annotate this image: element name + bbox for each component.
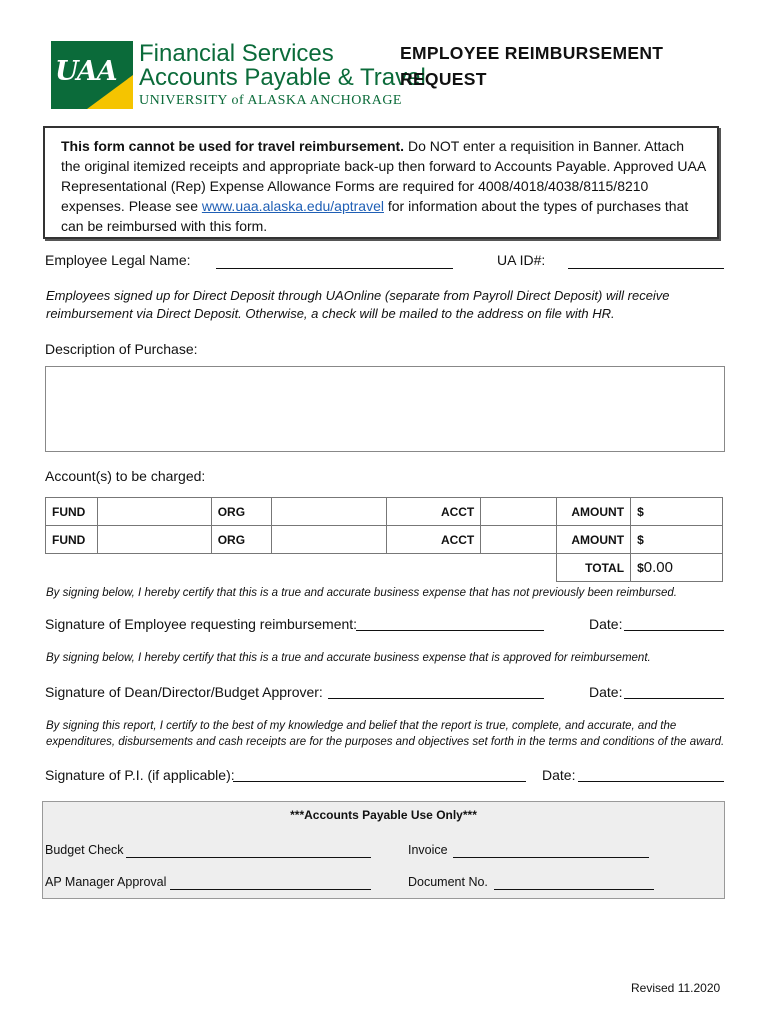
ua-id-label: UA ID#: (497, 252, 546, 268)
acct-label: ACCT (387, 498, 481, 526)
total-label: TOTAL (557, 554, 631, 582)
org-label: ORG (211, 526, 271, 554)
acct-label: ACCT (387, 526, 481, 554)
fund-field[interactable] (97, 526, 211, 554)
employee-name-field[interactable] (216, 252, 453, 269)
ap-use-title: ***Accounts Payable Use Only*** (290, 808, 477, 822)
notice-bold: This form cannot be used for travel reimbursement. (61, 138, 405, 154)
uaa-logo (51, 41, 133, 109)
approver-date-field[interactable] (624, 682, 724, 699)
approver-cert-text: By signing below, I hereby certify that this is a true and accurate business expense that is approved for reimbursement. (46, 652, 651, 664)
org-field[interactable] (271, 526, 387, 554)
amount-field[interactable]: $ (631, 498, 723, 526)
acct-field[interactable] (481, 526, 557, 554)
aptravel-link[interactable]: www.uaa.alaska.edu/aptravel (201, 198, 384, 214)
amount-label: AMOUNT (557, 498, 631, 526)
description-label: Description of Purchase: (45, 341, 198, 357)
employee-name-label: Employee Legal Name: (45, 252, 191, 268)
acct-field[interactable] (481, 498, 557, 526)
approver-signature-label: Signature of Dean/Director/Budget Approver: (45, 684, 323, 700)
document-no-label: Document No. (408, 875, 488, 889)
accounts-table (45, 497, 723, 582)
fund-field[interactable] (97, 498, 211, 526)
logo-university: UNIVERSITY of ALASKA ANCHORAGE (139, 93, 402, 108)
revised-date: Revised 11.2020 (631, 981, 721, 995)
pi-signature-field[interactable] (233, 765, 526, 782)
form-title: EMPLOYEE REIMBURSEMENT REQUEST (400, 43, 664, 89)
description-field[interactable] (45, 366, 725, 452)
account-row (46, 498, 723, 526)
amount-field[interactable]: $ (631, 526, 723, 554)
total-row (46, 554, 723, 582)
budget-check-label: Budget Check (45, 843, 124, 857)
notice-text-end: for information about the types of purchases that can be reimbursed with this form. (61, 198, 689, 234)
account-row (46, 526, 723, 554)
invoice-field[interactable] (453, 843, 649, 858)
notice-text: Do NOT enter a requisition in Banner. Attach the original itemized receipts and appropriate back-up then forward to Accounts Payable. Approved UAA Representational (Rep) Expense Allowance Forms are required for 4008/4018/4038/8115/8210 expenses. Please see (61, 138, 706, 214)
total-value: 0.00 (643, 559, 673, 576)
employee-cert-text: By signing below, I hereby certify that this is a true and accurate business expense that has not previously been reimbursed. (46, 587, 677, 599)
logo-financial-services: Financial Services (139, 40, 334, 67)
pi-cert-text: By signing this report, I certify to the best of my knowledge and belief that the report is true, complete, and accurate, and the expenditures, disbursements and cash receipts are for the purposes and objectives set forth in the terms and conditions of the award. (46, 720, 725, 748)
employee-date-field[interactable] (624, 614, 724, 631)
direct-deposit-note: Employees signed up for Direct Deposit through UAOnline (separate from Payroll Direct Deposit) will receive reimbursement via Direct Deposit. Otherwise, a check will be mailed to the address on file with HR. (46, 288, 670, 321)
pi-signature-label: Signature of P.I. (if applicable): (45, 767, 235, 783)
fund-label: FUND (46, 526, 98, 554)
document-no-field[interactable] (494, 875, 654, 890)
amount-label: AMOUNT (557, 526, 631, 554)
ap-manager-label: AP Manager Approval (45, 875, 167, 889)
invoice-label: Invoice (408, 843, 448, 857)
fund-label: FUND (46, 498, 98, 526)
approver-signature-field[interactable] (328, 682, 544, 699)
pi-date-field[interactable] (578, 765, 724, 782)
pi-date-label: Date: (542, 767, 576, 783)
ua-id-field[interactable] (568, 252, 724, 269)
logo-mark: UAA (55, 56, 117, 87)
employee-date-label: Date: (589, 616, 623, 632)
approver-date-label: Date: (589, 684, 623, 700)
total-field: $0.00 (631, 554, 723, 582)
employee-signature-field[interactable] (356, 614, 544, 631)
employee-signature-label: Signature of Employee requesting reimbursement: (45, 616, 358, 632)
notice-box (43, 126, 719, 239)
ap-manager-field[interactable] (170, 875, 371, 890)
budget-check-field[interactable] (126, 843, 371, 858)
logo-accounts-payable: Accounts Payable & Travel (139, 64, 426, 91)
accounts-label: Account(s) to be charged: (45, 468, 206, 484)
org-field[interactable] (271, 498, 387, 526)
org-label: ORG (211, 498, 271, 526)
ap-use-only-box (42, 801, 725, 899)
logo-gold-accent (87, 75, 133, 109)
